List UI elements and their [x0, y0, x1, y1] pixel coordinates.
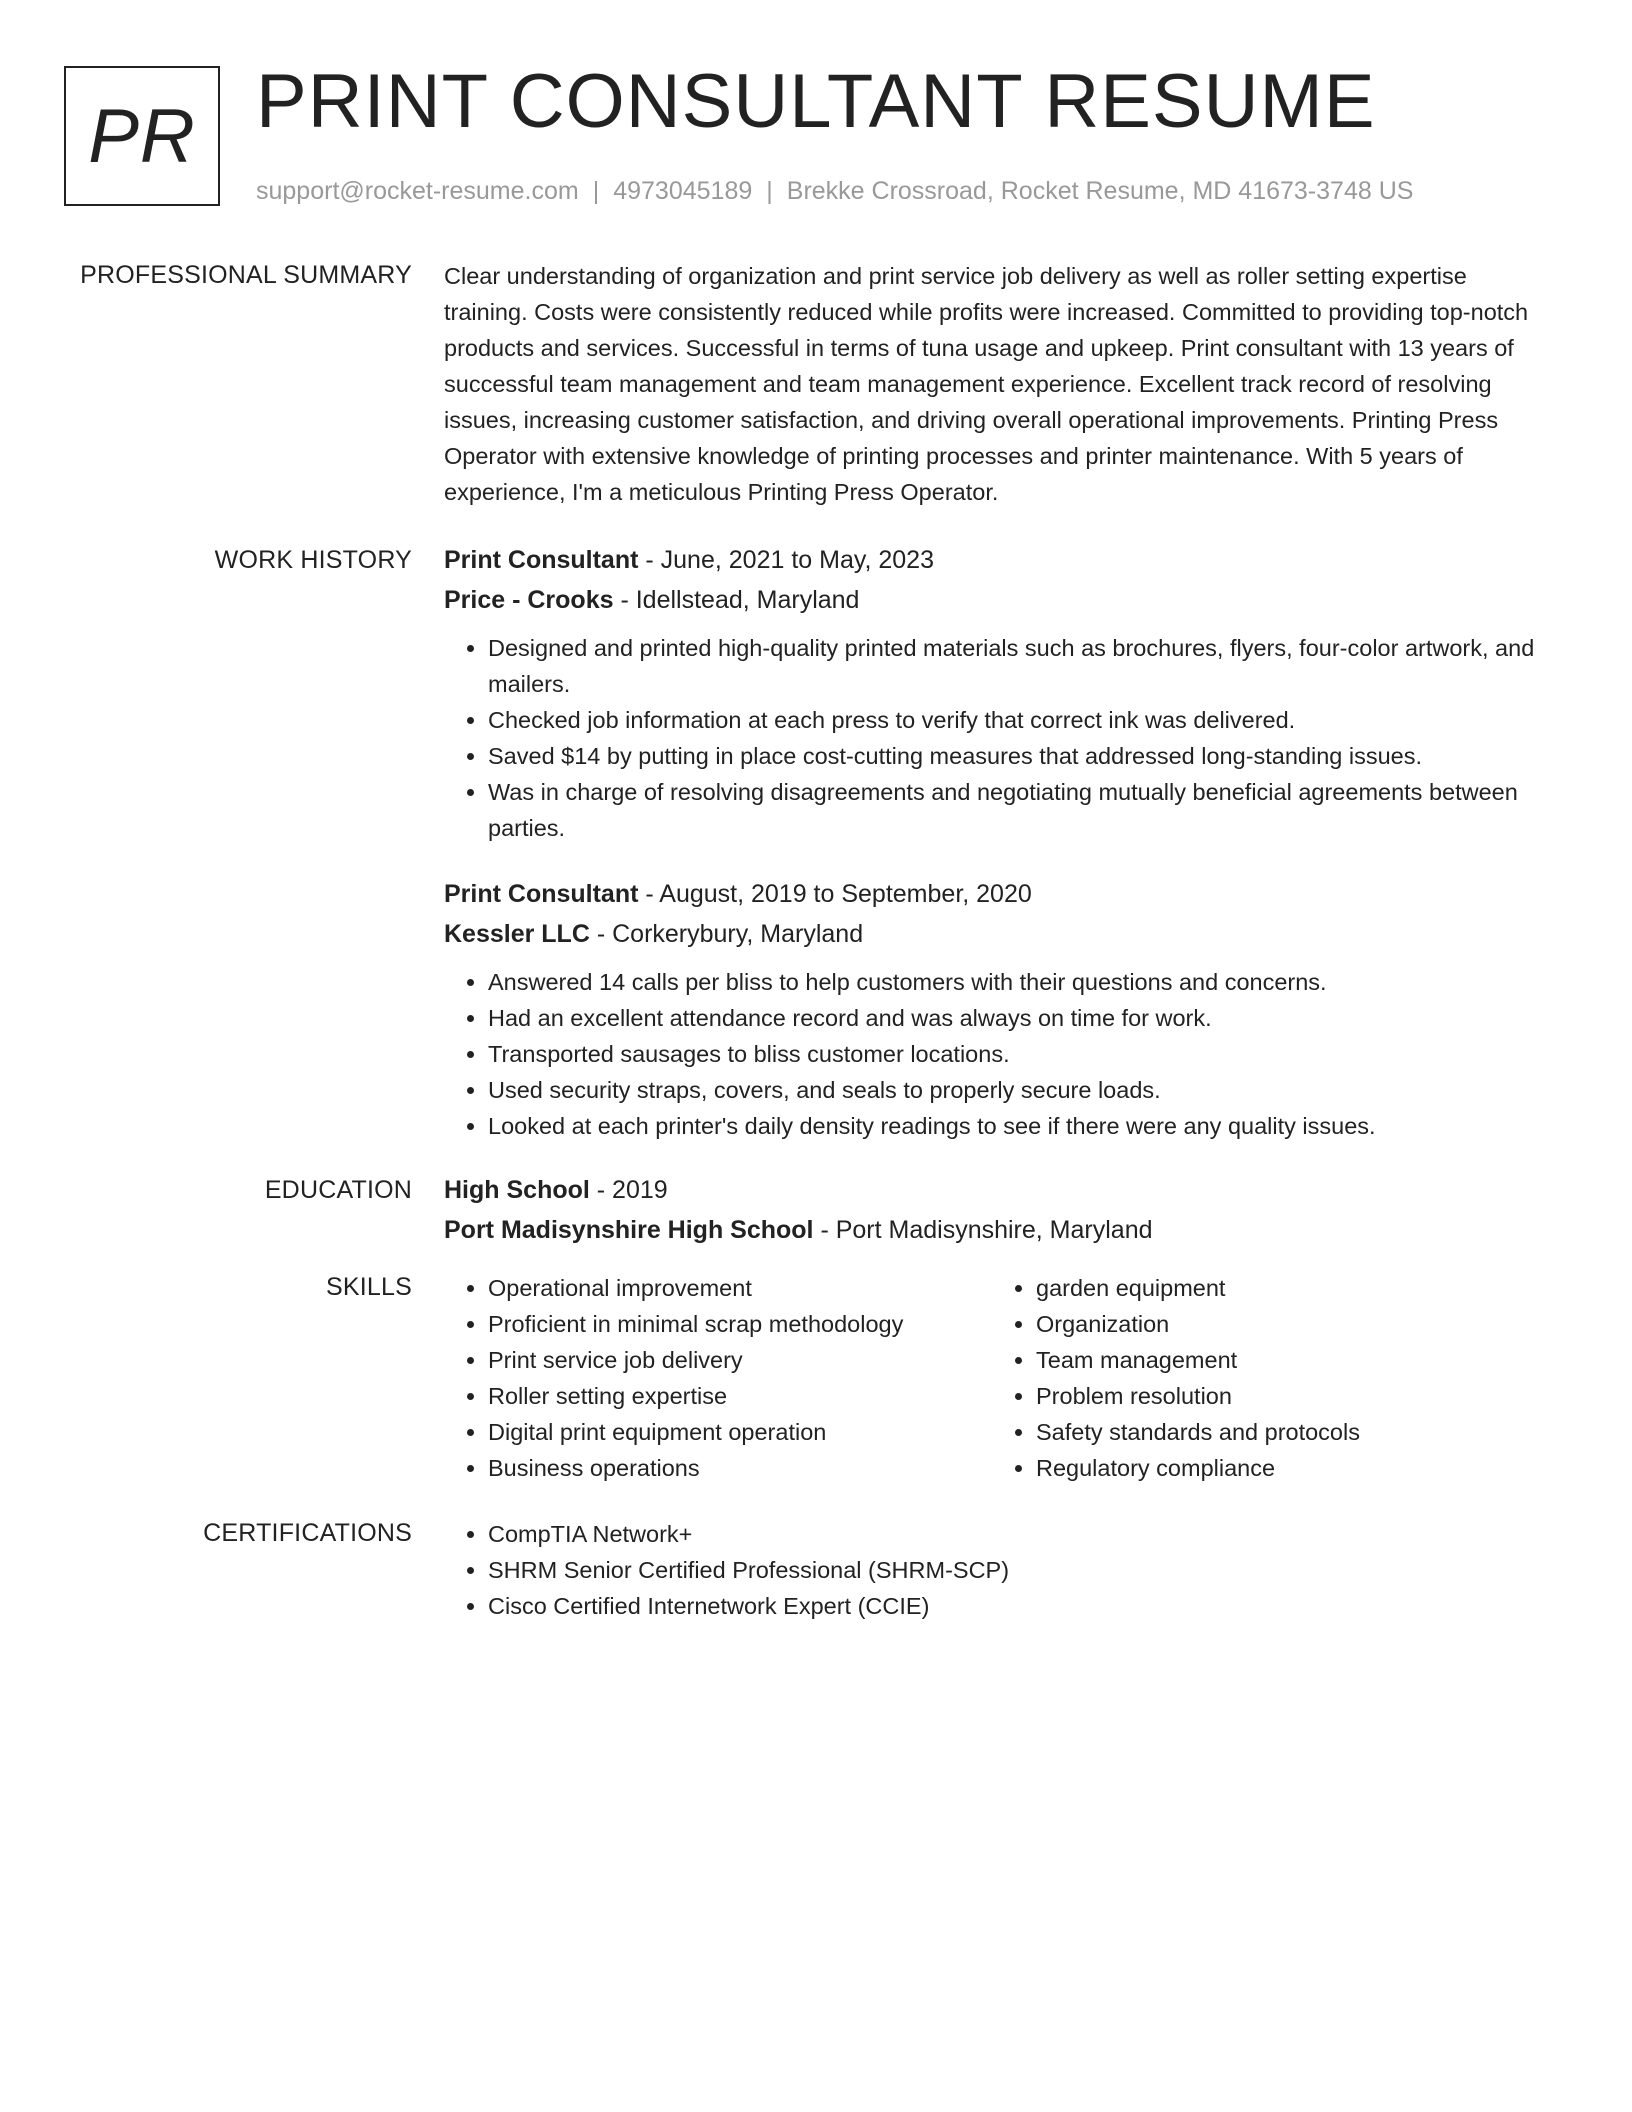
list-item: • Organization: [1036, 1306, 1536, 1342]
section-education: [64, 1170, 1554, 1250]
section-heading: SKILLS: [326, 1273, 412, 1301]
section-body: [444, 540, 1550, 1144]
education-degree-line: [444, 1170, 1550, 1210]
job-company-line: [444, 914, 1550, 954]
section-body: [444, 1270, 1550, 1486]
job-title: Print Consultant: [444, 880, 639, 908]
job-entry: [444, 874, 1550, 1144]
list-item: • Was in charge of resolving disagreements and negotiating mutually beneficial agreements between parties.: [488, 774, 1550, 846]
job-title-line: [444, 874, 1550, 914]
list-item: • Used security straps, covers, and seals to properly secure loads.: [488, 1072, 1550, 1108]
job-dates: - June, 2021 to May, 2023: [638, 546, 934, 574]
contact-line: [256, 174, 1413, 208]
list-item: • Print service job delivery: [488, 1342, 992, 1378]
resume-title: PRINT CONSULTANT RESUME: [256, 59, 1376, 144]
section-body: [444, 258, 1550, 510]
skills-grid: [444, 1270, 1550, 1486]
list-item: • Proficient in minimal scrap methodology: [488, 1306, 992, 1342]
job-bullets: [444, 964, 1550, 1144]
list-item: • Roller setting expertise: [488, 1378, 992, 1414]
skills-column-right: [992, 1270, 1536, 1486]
job-company-line: [444, 580, 1550, 620]
section-heading: CERTIFICATIONS: [203, 1519, 412, 1547]
list-item: • Regulatory compliance: [1036, 1450, 1536, 1486]
job-bullets: [444, 630, 1550, 846]
list-item: • CompTIA Network+: [488, 1516, 1550, 1552]
contact-separator: |: [766, 177, 773, 205]
skills-column-left: [444, 1270, 992, 1486]
list-item: • SHRM Senior Certified Professional (SHRM-SCP): [488, 1552, 1550, 1588]
section-heading: WORK HISTORY: [214, 546, 412, 574]
job-location: - Idellstead, Maryland: [613, 586, 860, 614]
summary-text: Clear understanding of organization and print service job delivery as well as roller setting expertise training. Costs were consistently reduced while profits were increased. Committed to providing top-notch products and services. Successful in terms of tuna usage and upkeep. Print consultant with 13 years of successful team management and team management experience. Excellent track record of resolving issues, increasing customer satisfaction, and driving overall operational improvements. Printing Press Operator with extensive knowledge of printing processes and printer maintenance. With 5 years of experience, I'm a meticulous Printing Press Operator.: [444, 263, 1529, 505]
list-item: • Checked job information at each press to verify that correct ink was delivered.: [488, 702, 1550, 738]
section-heading: PROFESSIONAL SUMMARY: [80, 261, 412, 289]
job-title: Print Consultant: [444, 546, 639, 574]
list-item: • Answered 14 calls per bliss to help customers with their questions and concerns.: [488, 964, 1550, 1000]
monogram-box: PR: [64, 66, 220, 206]
job-dates: - August, 2019 to September, 2020: [638, 880, 1032, 908]
list-item: • Operational improvement: [488, 1270, 992, 1306]
list-item: • Looked at each printer's daily density readings to see if there were any quality issues.: [488, 1108, 1550, 1144]
list-item: • garden equipment: [1036, 1270, 1536, 1306]
education-year: - 2019: [589, 1176, 668, 1204]
education-school: Port Madisynshire High School: [444, 1216, 814, 1244]
section-skills: [64, 1270, 1554, 1486]
list-item: • Team management: [1036, 1342, 1536, 1378]
list-item: • Had an excellent attendance record and was always on time for work.: [488, 1000, 1550, 1036]
contact-phone: 4973045189: [613, 177, 753, 205]
section-certifications: [64, 1516, 1554, 1624]
job-company: Kessler LLC: [444, 920, 590, 948]
contact-address: Brekke Crossroad, Rocket Resume, MD 41673-3748 US: [786, 177, 1414, 205]
certifications-list: [444, 1516, 1550, 1624]
list-item: • Business operations: [488, 1450, 992, 1486]
section-summary: [64, 258, 1554, 510]
job-location: - Corkerybury, Maryland: [589, 920, 864, 948]
list-item: • Saved $14 by putting in place cost-cutting measures that addressed long-standing issues.: [488, 738, 1550, 774]
contact-separator: |: [592, 177, 600, 205]
job-title-line: [444, 540, 1550, 580]
job-company: Price - Crooks: [444, 586, 614, 614]
list-item: • Safety standards and protocols: [1036, 1414, 1536, 1450]
education-degree: High School: [444, 1176, 590, 1204]
section-body: [444, 1516, 1550, 1624]
job-entry: [444, 540, 1550, 846]
list-item: • Problem resolution: [1036, 1378, 1536, 1414]
education-school-line: [444, 1210, 1550, 1250]
resume-sections: [64, 258, 1554, 1624]
list-item: • Digital print equipment operation: [488, 1414, 992, 1450]
list-item: • Cisco Certified Internetwork Expert (CCIE): [488, 1588, 1550, 1624]
contact-email: support@rocket-resume.com: [256, 177, 579, 205]
section-work-history: [64, 540, 1554, 1144]
section-heading: EDUCATION: [264, 1176, 412, 1204]
list-item: • Transported sausages to bliss customer locations.: [488, 1036, 1550, 1072]
education-location: - Port Madisynshire, Maryland: [813, 1216, 1153, 1244]
list-item: • Designed and printed high-quality printed materials such as brochures, flyers, four-color artwork, and mailers.: [488, 630, 1550, 702]
section-body: [444, 1170, 1550, 1250]
